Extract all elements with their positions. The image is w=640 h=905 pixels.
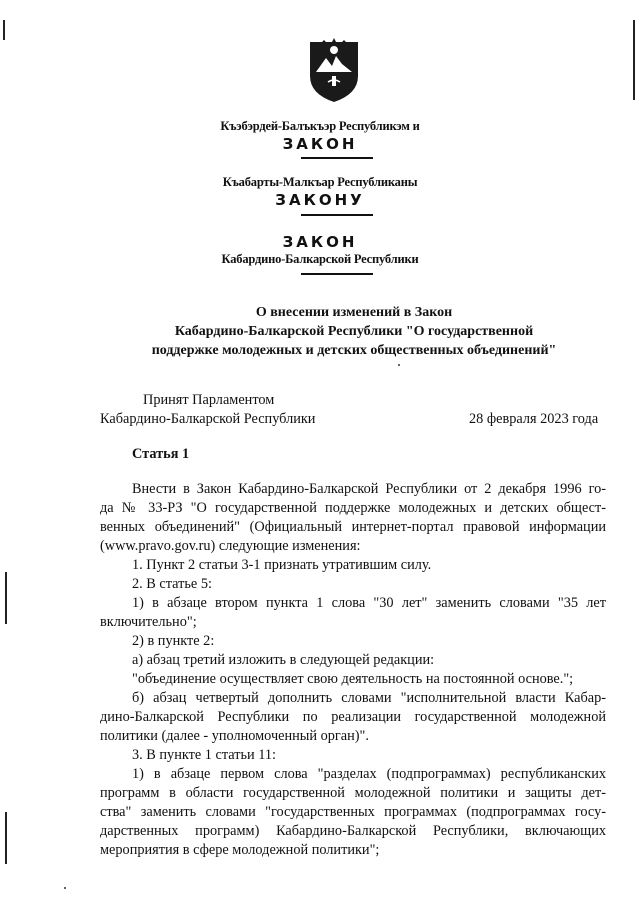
article-line: а) абзац третий изложить в следующей редакции: [132,652,435,668]
header-kbr-kabardian: Къэбэрдей-Балъкъэр Республикэм и [220,119,420,133]
adoption-line-2: Кабардино-Балкарской Республики [100,411,316,427]
article-line: дарственных программ) Кабардино-Балкарской Республики, включающих [100,823,606,839]
law-title-line-1: О внесении изменений в Закон [255,305,453,320]
article-line: ства" заменить словами "государственных программах (подпрограммах госу- [100,804,606,820]
scan-margin-line [5,812,7,864]
article-line: (www.pravo.gov.ru) следующие изменения: [100,538,361,554]
adoption-date: 28 февраля 2023 года [469,411,599,427]
coat-of-arms-emblem [306,32,362,104]
header-rule [301,214,373,216]
article-line: венных объединений" (Официальный интернет-портал правовой информации [100,519,606,535]
header-rule [301,273,373,275]
scan-margin-line [5,572,7,624]
article-line: 2) в пункте 2: [132,633,215,649]
header-zakon-balkar: ЗАКОНУ [275,191,365,209]
header-rule [301,157,373,159]
law-title-line-3: поддержке молодежных и детских общественных объединений" [151,343,557,358]
article-line: б) абзац четвертый дополнить словами "исполнительной власти Кабар- [132,690,606,706]
header-zakon-kabardian: ЗАКОН [282,135,358,153]
header-kbr-russian: Кабардино-Балкарской Республики [221,252,419,266]
scan-margin-line [633,20,635,100]
article-line: 2. В статье 5: [132,576,212,592]
header-zakon-russian: ЗАКОН [282,233,358,251]
article-line: "объединение осуществляет свою деятельность на постоянной основе."; [132,671,574,687]
header-kbr-balkar: Къабарты-Малкъар Республиканы [222,175,418,189]
article-line: программ в области государственной молодежной политики и защиты дет- [100,785,606,801]
scan-speck [64,887,66,889]
article-line: 1) в абзаце первом слова "разделах (подпрограммах) республиканских [132,766,606,782]
article-line: дино-Балкарской Республики по реализации государственной молодежной [100,709,606,725]
article-line: 3. В пункте 1 статьи 11: [132,747,276,763]
scan-speck [398,364,400,366]
article-line: 1) в абзаце втором пункта 1 слова "30 лет" заменить словами "35 лет [132,595,606,611]
law-title-line-2: Кабардино-Балкарской Республики "О государственной [174,324,534,339]
article-line: политики (далее - уполномоченный орган)". [100,728,369,744]
article-line: включительно"; [100,614,197,630]
article-heading: Статья 1 [132,446,190,462]
article-line: 1. Пункт 2 статьи 3-1 признать утратившим силу. [132,557,432,573]
article-line: мероприятия в сфере молодежной политики"; [100,842,380,858]
adoption-line-1: Принят Парламентом [143,392,275,408]
article-line: Внести в Закон Кабардино-Балкарской Республики от 2 декабря 1996 го- [132,481,606,497]
scan-margin-line [3,20,5,40]
article-line: да № 33-РЗ "О государственной поддержке молодежных и детских общест- [100,500,606,516]
